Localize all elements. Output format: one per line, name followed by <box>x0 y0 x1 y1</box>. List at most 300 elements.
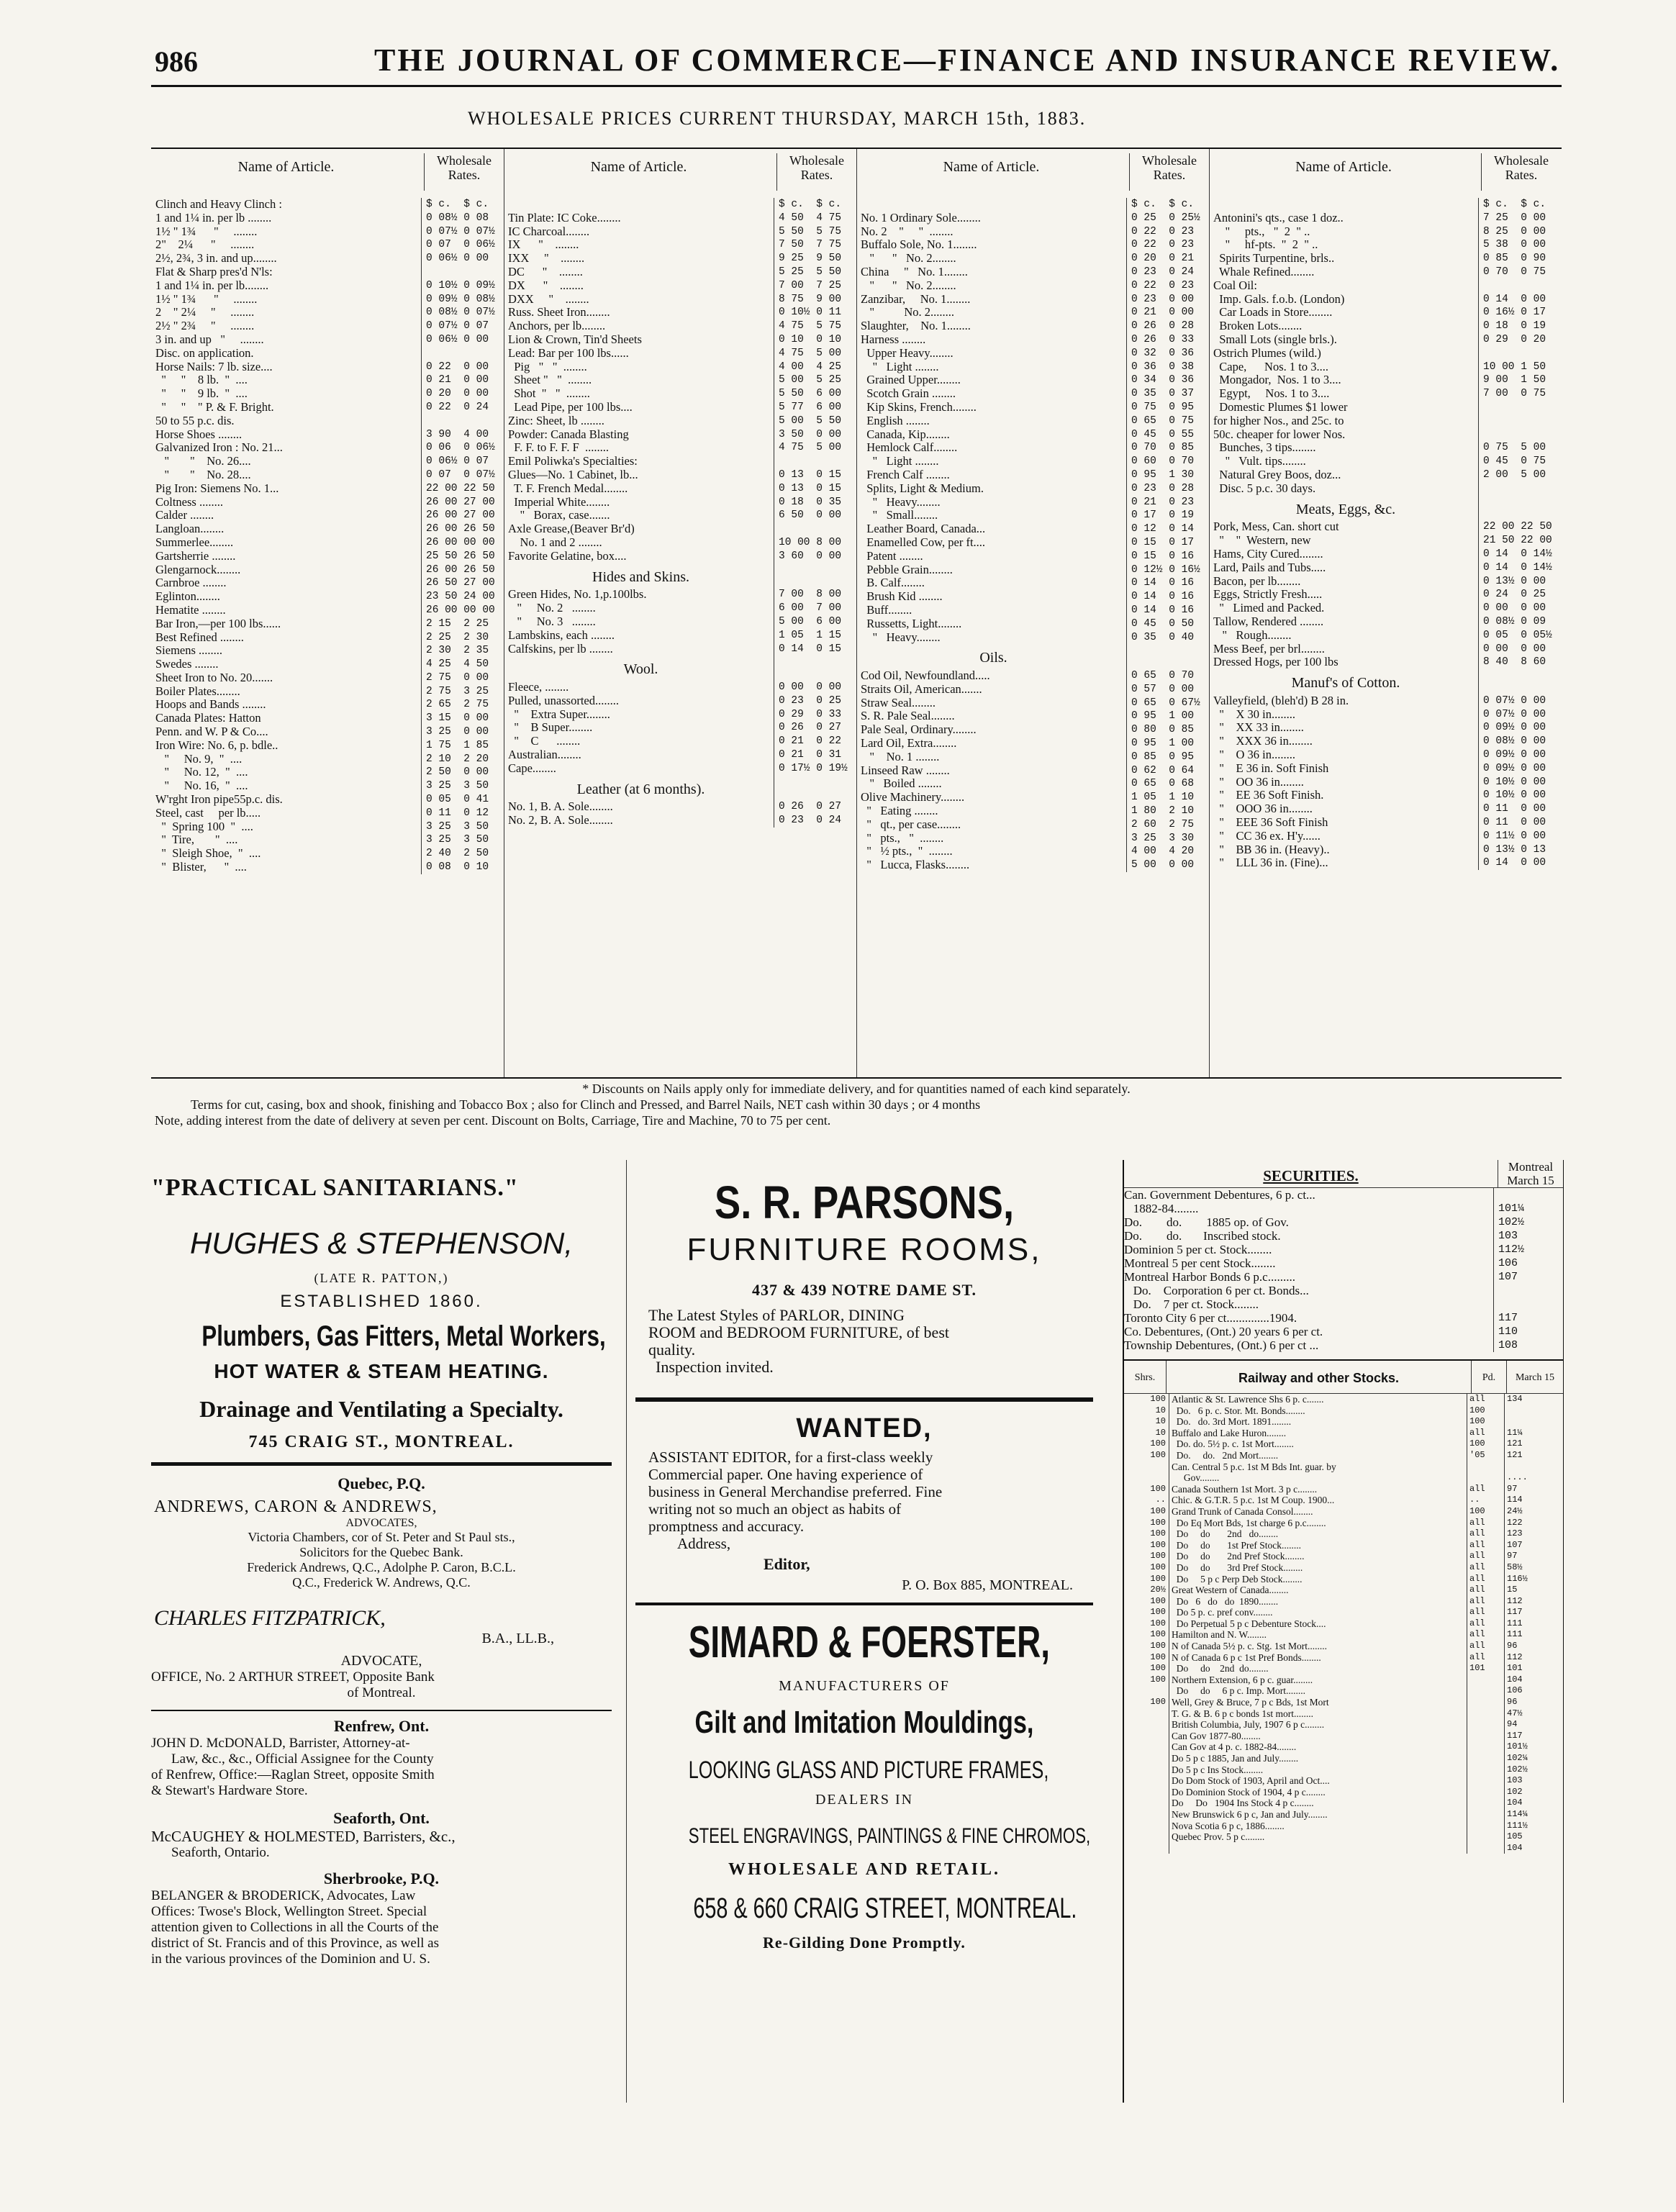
price-row <box>155 361 504 374</box>
price-row <box>1213 347 1561 361</box>
rate-cell <box>1478 482 1561 496</box>
railway-row <box>1124 1551 1563 1562</box>
article-name: Lion & Crown, Tin'd Sheets <box>508 332 642 346</box>
price-row <box>508 238 856 252</box>
railway-paid: all <box>1467 1652 1504 1664</box>
section-heading <box>508 656 856 681</box>
rate-cell: 3 25 3 50 <box>421 779 504 793</box>
section-renfrew: Renfrew, Ont. <box>333 1717 430 1735</box>
price-row <box>1213 762 1561 776</box>
renfrew-line: & Stewart's Hardware Store. <box>151 1783 308 1798</box>
railway-name: Do do 1st Pref Stock........ <box>1169 1540 1467 1551</box>
rate-cell <box>1478 496 1561 521</box>
price-row <box>155 576 504 590</box>
railway-price: 106 <box>1504 1685 1563 1697</box>
rate-cell: 0 23 0 28 <box>1126 482 1209 496</box>
rate-cell: 5 25 5 50 <box>774 266 856 279</box>
article-name: " O 36 in........ <box>1213 748 1295 762</box>
railway-price: 117 <box>1504 1607 1563 1618</box>
railway-row <box>1124 1641 1563 1652</box>
railway-name: Do Dom Stock of 1903, April and Oct.... <box>1169 1775 1467 1787</box>
railway-price: 101½ <box>1504 1741 1563 1753</box>
railway-paid <box>1467 1821 1504 1832</box>
rate-cell: 4 25 4 50 <box>421 658 504 671</box>
article-name: " XXX 36 in........ <box>1213 735 1313 748</box>
article-name: Pork, Mess, Can. short cut <box>1213 520 1339 534</box>
article-name: Horse Shoes ........ <box>155 427 243 441</box>
railway-price <box>1504 1405 1563 1417</box>
railway-name: Do do 2nd Pref Stock........ <box>1169 1551 1467 1562</box>
railway-paid: all <box>1467 1394 1504 1405</box>
price-row <box>155 414 504 428</box>
price-row <box>1213 776 1561 789</box>
rate-cell: 7 00 7 25 <box>774 279 856 293</box>
railway-row <box>1124 1618 1563 1630</box>
price-row <box>155 536 504 550</box>
railway-shares: 100 <box>1150 1394 1166 1404</box>
wanted-line: Commercial paper. One having experience of <box>648 1466 923 1483</box>
article-name: 50 to 55 p.c. dis. <box>155 414 235 427</box>
railway-price: 102½ <box>1504 1764 1563 1776</box>
railway-paid: 101 <box>1467 1663 1504 1674</box>
railway-shares <box>1124 1775 1169 1787</box>
renfrew-line: JOHN D. McDONALD, Barrister, Attorney-at- <box>151 1736 410 1751</box>
railway-shares: .. <box>1155 1495 1166 1505</box>
rate-cell <box>421 347 504 361</box>
section-heading-text: Leather (at 6 months). <box>576 781 705 797</box>
footnote-line: * Discounts on Nails apply only for immediate delivery, and for quantities named of each kind separately. <box>582 1082 1131 1096</box>
price-row <box>861 669 1209 683</box>
rate-cell: 0 95 1 00 <box>1126 710 1209 723</box>
security-row <box>1124 1256 1563 1270</box>
rate-cell: 4 75 5 00 <box>774 441 856 455</box>
rate-cell: 10 00 8 00 <box>774 536 856 550</box>
railway-paid <box>1467 1764 1504 1776</box>
railway-paid <box>1467 1685 1504 1697</box>
railway-paid <box>1467 1753 1504 1764</box>
securities-table <box>1123 1160 1564 2103</box>
article-name: " " No. 2........ <box>861 252 956 266</box>
railway-row <box>1124 1663 1563 1674</box>
rate-cell: 0 07½ 0 00 <box>1478 708 1561 722</box>
article-name: Mess Beef, per brl........ <box>1213 642 1325 656</box>
article-name: Canada, Kip........ <box>861 427 950 441</box>
price-row <box>1213 789 1561 802</box>
price-row <box>861 536 1209 550</box>
railway-paid <box>1467 1787 1504 1798</box>
rate-cell: 6 00 7 00 <box>774 602 856 615</box>
price-row <box>861 751 1209 764</box>
fitzpatrick-role: ADVOCATE, <box>340 1653 422 1669</box>
rate-cell: 3 25 3 30 <box>1126 832 1209 846</box>
rate-cell: 26 00 26 50 <box>421 563 504 577</box>
price-row <box>508 748 856 762</box>
rate-cell: 0 14 0 14½ <box>1478 548 1561 561</box>
rate-cell: 0 25 0 25½ <box>1126 212 1209 225</box>
price-row <box>155 225 504 239</box>
railway-row <box>1124 1652 1563 1664</box>
price-row <box>155 847 504 861</box>
price-row <box>508 509 856 522</box>
railway-paid: all <box>1467 1574 1504 1585</box>
rate-cell: 1 80 2 10 <box>1126 804 1209 818</box>
rate-cell: 0 34 0 36 <box>1126 373 1209 387</box>
article-name: DC " ........ <box>508 265 583 278</box>
price-row <box>1213 266 1561 279</box>
railway-price: 104 <box>1504 1798 1563 1809</box>
rate-cell: 0 13½ 0 00 <box>1478 575 1561 589</box>
rate-cell: 0 62 0 64 <box>1126 764 1209 778</box>
railway-name: N of Canada 5½ p. c. Stg. 1st Mort........ <box>1169 1641 1467 1652</box>
price-row <box>155 266 504 279</box>
rate-cell: 3 25 3 50 <box>421 820 504 834</box>
rate-cell: 0 22 0 00 <box>421 361 504 374</box>
railway-paid <box>1467 1461 1504 1473</box>
rate-cell: 0 14 0 14½ <box>1478 561 1561 575</box>
article-name: " OOO 36 in........ <box>1213 802 1313 816</box>
rate-cell: 0 20 0 21 <box>1126 252 1209 266</box>
railway-paid <box>1467 1775 1504 1787</box>
article-name: Tallow, Rendered ........ <box>1213 615 1324 628</box>
railway-price: 15 <box>1504 1585 1563 1596</box>
rate-cell: 3 25 0 00 <box>421 725 504 739</box>
price-row <box>1213 482 1561 496</box>
price-row <box>155 590 504 604</box>
rate-cell: 7 50 7 75 <box>774 238 856 252</box>
rate-cell: 0 21 0 22 <box>774 735 856 748</box>
price-row <box>861 832 1209 846</box>
railway-paid-header: Pd. <box>1471 1361 1506 1393</box>
article-name: " " " P. & F. Bright. <box>155 400 274 414</box>
article-name: Linseed Raw ........ <box>861 763 950 777</box>
railway-row <box>1124 1528 1563 1540</box>
seaforth-line: McCAUGHEY & HOLMESTED, Barristers, &c., <box>151 1828 456 1845</box>
simard-line: 658 & 660 CRAIG STREET, MONTREAL. <box>693 1893 1077 1924</box>
article-name: Swedes ........ <box>155 658 219 671</box>
price-list <box>508 198 856 828</box>
price-list <box>1213 198 1561 870</box>
price-row <box>508 762 856 776</box>
rate-cell <box>421 266 504 279</box>
railway-price: 123 <box>1504 1528 1563 1540</box>
price-row <box>508 306 856 319</box>
rate-cell: 0 22 0 23 <box>1126 279 1209 293</box>
article-name: 3 in. and up " ........ <box>155 332 264 346</box>
article-name: Buffalo Sole, No. 1........ <box>861 238 977 252</box>
price-row <box>1213 615 1561 629</box>
rate-cell: 0 06½ 0 00 <box>421 333 504 347</box>
rate-cell: 2 75 3 25 <box>421 685 504 699</box>
railway-price: 112 <box>1504 1596 1563 1608</box>
railway-name: Gov........ <box>1169 1472 1467 1484</box>
price-list <box>861 198 1209 872</box>
article-name: Sheet Iron to No. 20....... <box>155 671 273 684</box>
fitzpatrick-name: CHARLES FITZPATRICK, <box>154 1606 386 1630</box>
price-row <box>1213 238 1561 252</box>
rate-cell: 0 18 0 35 <box>774 496 856 509</box>
railway-shares <box>1124 1764 1169 1776</box>
article-name: IX " ........ <box>508 238 579 252</box>
article-name: Straw Seal........ <box>861 696 936 710</box>
railway-shares: 100 <box>1150 1674 1166 1685</box>
rate-cell <box>774 563 856 589</box>
price-row <box>155 401 504 414</box>
rate-cell <box>1478 347 1561 361</box>
divider <box>635 1603 1093 1605</box>
railway-shares <box>1124 1787 1169 1798</box>
railway-paid: all <box>1467 1551 1504 1562</box>
rate-cell: 7 25 0 00 <box>1478 212 1561 225</box>
rate-cell: 5 00 5 25 <box>774 373 856 387</box>
article-name <box>861 198 1126 212</box>
rate-cell: 0 00 0 00 <box>1478 643 1561 656</box>
simard-line: STEEL ENGRAVINGS, PAINTINGS & FINE CHROMOS, <box>688 1824 1091 1848</box>
rate-cell: 0 07 0 07½ <box>421 468 504 482</box>
railway-price: 102 <box>1504 1787 1563 1798</box>
article-name: Olive Machinery........ <box>861 791 965 804</box>
railway-row <box>1124 1405 1563 1417</box>
column-header-name: Name of Article. <box>1295 159 1392 175</box>
railway-shares: 100 <box>1150 1697 1166 1708</box>
price-row <box>861 604 1209 617</box>
article-name: " OO 36 in........ <box>1213 775 1304 789</box>
article-name: Scotch Grain ........ <box>861 387 956 401</box>
rate-cell: 5 50 5 75 <box>774 225 856 239</box>
article-name: French Calf ........ <box>861 468 950 481</box>
section-heading <box>861 644 1209 669</box>
rate-cell: 9 00 1 50 <box>1478 373 1561 387</box>
security-row <box>1124 1338 1563 1352</box>
sherbrooke-line: district of St. Francis and of this Province, as well as <box>151 1936 439 1951</box>
railway-row <box>1124 1506 1563 1518</box>
security-price: 103 <box>1493 1229 1563 1243</box>
railway-row <box>1124 1753 1563 1764</box>
rate-cell: 4 75 5 75 <box>774 319 856 333</box>
rate-cell: 0 18 0 19 <box>1478 319 1561 333</box>
security-row <box>1124 1202 1563 1215</box>
rate-cell: 0 65 0 70 <box>1126 669 1209 683</box>
railway-row <box>1124 1438 1563 1450</box>
rate-cell: 0 65 0 67½ <box>1126 697 1209 710</box>
rate-cell: 0 08½ 0 07½ <box>421 306 504 319</box>
article-name: Green Hides, No. 1,p.100lbs. <box>508 588 647 602</box>
price-row <box>1213 856 1561 870</box>
price-row <box>1213 830 1561 843</box>
simard-line: Gilt and Imitation Mouldings, <box>694 1705 1034 1740</box>
article-name: " Lucca, Flasks........ <box>861 858 970 872</box>
railway-price: 114 <box>1504 1495 1563 1506</box>
wanted-line: promptness and accuracy. <box>648 1518 805 1535</box>
price-row <box>1213 387 1561 401</box>
rate-cell: 0 06 0 06½ <box>421 441 504 455</box>
price-row <box>861 804 1209 818</box>
article-name: Russetts, Light........ <box>861 617 962 630</box>
article-name: Bar Iron,—per 100 lbs...... <box>155 617 281 630</box>
article-name: Lead: Bar per 100 lbs...... <box>508 346 629 360</box>
railway-price: 102¼ <box>1504 1753 1563 1764</box>
renfrew-line: Law, &c., &c., Official Assignee for the County <box>171 1751 434 1767</box>
rate-cell: 0 05 0 05½ <box>1478 629 1561 643</box>
ad-trade: Plumbers, Gas Fitters, Metal Workers, <box>201 1320 606 1352</box>
article-name: Hams, City Cured........ <box>1213 547 1323 561</box>
price-row <box>155 820 504 834</box>
price-row <box>508 212 856 225</box>
railway-row <box>1124 1731 1563 1742</box>
price-row <box>508 401 856 414</box>
rate-cell: 2 00 5 00 <box>1478 468 1561 482</box>
rate-cell: 0 06½ 0 07 <box>421 455 504 468</box>
renfrew-line: of Renfrew, Office:—Raglan Street, opposite Smith <box>151 1767 435 1782</box>
rate-cell: 0 26 0 28 <box>1126 319 1209 333</box>
security-price: 102½ <box>1493 1215 1563 1229</box>
article-name: " No. 3 ........ <box>508 615 596 628</box>
article-name: Calder ........ <box>155 509 214 522</box>
article-name: 2½ " 2¾ " ........ <box>155 319 255 333</box>
article-name: Hoops and Bands ........ <box>155 698 266 712</box>
article-name: " Extra Super........ <box>508 707 610 721</box>
security-name: Toronto City 6 per ct..............1904. <box>1124 1311 1297 1325</box>
railway-name: Can. Central 5 p.c. 1st M Bds Int. guar. by <box>1169 1461 1467 1473</box>
article-name: Eggs, Strictly Fresh..... <box>1213 588 1323 602</box>
price-row <box>1213 575 1561 589</box>
price-row <box>861 482 1209 496</box>
price-row <box>155 387 504 401</box>
rate-cell: 22 00 22 50 <box>421 482 504 496</box>
article-name: 1½ " 1¾ " ........ <box>155 292 258 306</box>
railway-shares: 20½ <box>1150 1585 1166 1595</box>
rate-cell: 0 85 0 90 <box>1478 252 1561 266</box>
railway-shares: 100 <box>1150 1483 1166 1494</box>
article-name: " Limed and Packed. <box>1213 602 1325 615</box>
security-row <box>1124 1188 1563 1202</box>
rate-cell: 0 21 0 00 <box>421 373 504 387</box>
railway-row <box>1124 1518 1563 1529</box>
price-row <box>1213 735 1561 748</box>
article-name: Broken Lots........ <box>1213 319 1303 333</box>
article-name: Valleyfield, (bleh'd) B 28 in. <box>1213 694 1349 707</box>
railway-paid: 100 <box>1467 1416 1504 1428</box>
price-row <box>1213 548 1561 561</box>
article-name: No. 1 Ordinary Sole........ <box>861 211 981 225</box>
railway-name: Atlantic & St. Lawrence Shs 6 p. c....... <box>1169 1394 1467 1405</box>
rate-cell <box>1478 414 1561 428</box>
price-row <box>508 373 856 387</box>
left-ads-column <box>151 1160 612 2103</box>
article-name: Pig Iron: Siemens No. 1... <box>155 481 279 495</box>
simard-line: WHOLESALE AND RETAIL. <box>728 1860 1000 1879</box>
rate-cell: 5 00 0 00 <box>1126 858 1209 872</box>
rate-cell: 0 45 0 55 <box>1126 428 1209 442</box>
rate-cell: 0 07 0 06½ <box>421 238 504 252</box>
security-name: Do. do. 1885 op. of Gov. <box>1124 1215 1289 1229</box>
simard-line: Re-Gilding Done Promptly. <box>763 1934 966 1952</box>
railway-paid: all <box>1467 1518 1504 1529</box>
rate-cell: 2 75 0 00 <box>421 671 504 685</box>
price-row <box>861 710 1209 723</box>
price-row <box>1213 561 1561 575</box>
rate-cell: 0 20 0 00 <box>421 387 504 401</box>
price-row <box>155 293 504 307</box>
railway-row <box>1124 1719 1563 1731</box>
article-name: Enamelled Cow, per ft.... <box>861 535 986 549</box>
article-name: Zinc: Sheet, lb ........ <box>508 414 604 427</box>
article-name: Imperial White........ <box>508 495 610 509</box>
article-name: " No. 12, " .... <box>155 766 248 779</box>
rate-cell: 0 10 0 10 <box>774 333 856 347</box>
rate-cell <box>1478 669 1561 694</box>
security-price: 112½ <box>1493 1243 1563 1256</box>
rate-cell: 0 65 0 68 <box>1126 777 1209 791</box>
article-name: " Boiled ........ <box>861 777 942 791</box>
railway-shares: 100 <box>1150 1539 1166 1550</box>
rate-cell: 0 13 0 15 <box>774 482 856 496</box>
parsons-rooms: FURNITURE ROOMS, <box>687 1232 1042 1267</box>
article-name: Lead Pipe, per 100 lbs.... <box>508 400 633 414</box>
article-name: Pig " " ........ <box>508 360 587 373</box>
article-name: Coltness ........ <box>155 495 223 509</box>
rate-cell: 7 00 0 75 <box>1478 387 1561 401</box>
price-row <box>155 739 504 753</box>
rate-cell <box>774 656 856 681</box>
section-heading-text: Meats, Eggs, &c. <box>1295 501 1396 517</box>
article-name: Iron Wire: No. 6, p. bdle.. <box>155 738 278 752</box>
rate-cell: 1 05 1 10 <box>1126 791 1209 804</box>
railway-name: Chic. & G.T.R. 5 p.c. 1st M Coup. 1900... <box>1169 1495 1467 1506</box>
rate-cell: 0 35 0 37 <box>1126 387 1209 401</box>
railway-price: 97 <box>1504 1484 1563 1495</box>
rate-cell: 0 14 0 16 <box>1126 590 1209 604</box>
rate-cell: 0 22 0 23 <box>1126 238 1209 252</box>
article-name: " Heavy........ <box>861 495 941 509</box>
rate-cell: 0 45 0 50 <box>1126 617 1209 631</box>
price-row <box>1213 306 1561 319</box>
railway-shares: 10 <box>1155 1416 1166 1427</box>
securities-list <box>1124 1188 1563 1352</box>
rate-cell: 10 00 1 50 <box>1478 361 1561 374</box>
price-row <box>861 791 1209 804</box>
article-name: 2 " 2¼ " ........ <box>155 306 255 319</box>
rate-cell: 4 75 5 00 <box>774 347 856 361</box>
article-name: Glengarnock........ <box>155 563 241 576</box>
price-row <box>155 482 504 496</box>
price-row <box>1213 588 1561 602</box>
security-name: Dominion 5 per ct. Stock........ <box>1124 1243 1272 1256</box>
railway-name: Great Western of Canada........ <box>1169 1585 1467 1596</box>
security-row <box>1124 1311 1563 1325</box>
rate-cell: 0 12 0 14 <box>1126 522 1209 536</box>
column-header-rate: Wholesale Rates. <box>424 153 504 191</box>
security-row <box>1124 1284 1563 1297</box>
parsons-line: ROOM and BEDROOM FURNITURE, of best <box>648 1323 949 1341</box>
price-row <box>1213 656 1561 669</box>
rate-cell: 6 50 0 00 <box>774 509 856 522</box>
article-name: Lambskins, each ........ <box>508 628 615 642</box>
article-name: Splits, Light & Medium. <box>861 481 984 495</box>
divider <box>151 1462 612 1466</box>
railway-paid <box>1467 1708 1504 1720</box>
price-list <box>155 198 504 874</box>
rate-cell: 2 15 2 25 <box>421 617 504 631</box>
price-row <box>861 225 1209 239</box>
article-name: English ........ <box>861 414 930 427</box>
article-name: Domestic Plumes $1 lower <box>1213 400 1348 414</box>
security-row <box>1124 1270 1563 1284</box>
price-row <box>861 697 1209 710</box>
article-name: Axle Grease,(Beaver Br'd) <box>508 522 635 536</box>
rate-cell: 0 15 0 17 <box>1126 536 1209 550</box>
rate-cell: 0 23 0 25 <box>774 694 856 708</box>
rate-cell: 2 25 2 30 <box>421 631 504 645</box>
